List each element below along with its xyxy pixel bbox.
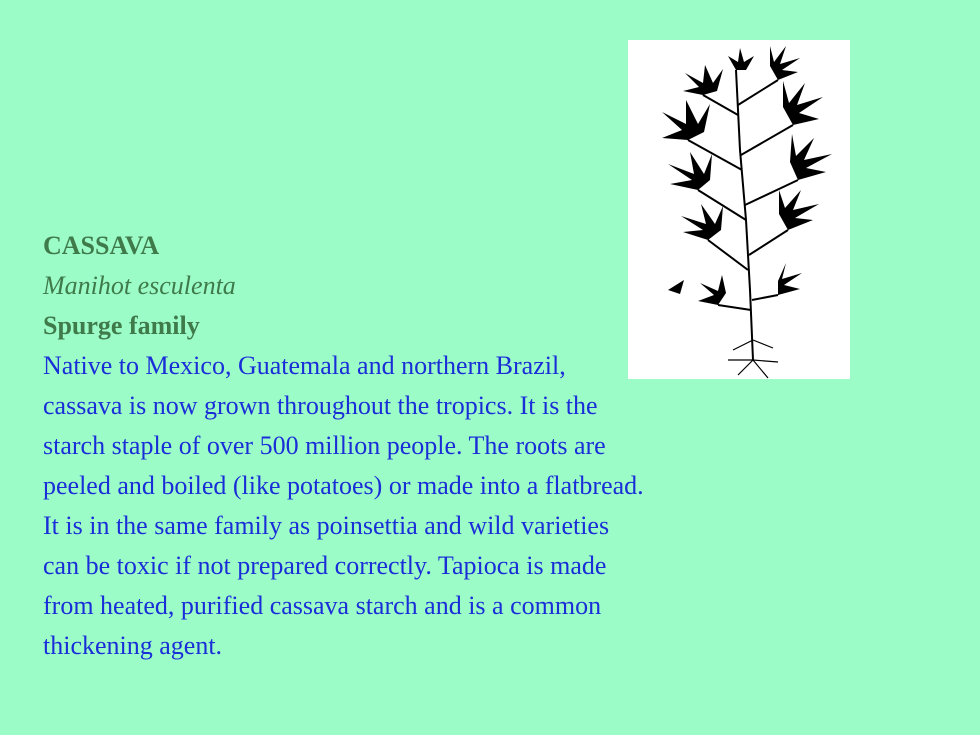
description-line: from heated, purified cassava starch and is a common [43, 591, 602, 620]
description-line: Native to Mexico, Guatemala and northern Brazil, [43, 351, 566, 380]
description [43, 346, 823, 666]
description-line: cassava is now grown throughout the tropics. It is the [43, 391, 598, 420]
plant-family: Spurge family [43, 311, 200, 340]
cassava-plant-image [628, 40, 850, 379]
cassava-plant-drawing-icon [628, 40, 850, 379]
description-line: starch staple of over 500 million people. The roots are [43, 431, 606, 460]
description-line: can be toxic if not prepared correctly. Tapioca is made [43, 551, 607, 580]
description-line: peeled and boiled (like potatoes) or made into a flatbread. [43, 471, 644, 500]
description-line: thickening agent. [43, 631, 223, 660]
description-line: It is in the same family as poinsettia and wild varieties [43, 511, 610, 540]
scientific-name: Manihot esculenta [43, 271, 236, 300]
common-name: CASSAVA [43, 231, 160, 260]
